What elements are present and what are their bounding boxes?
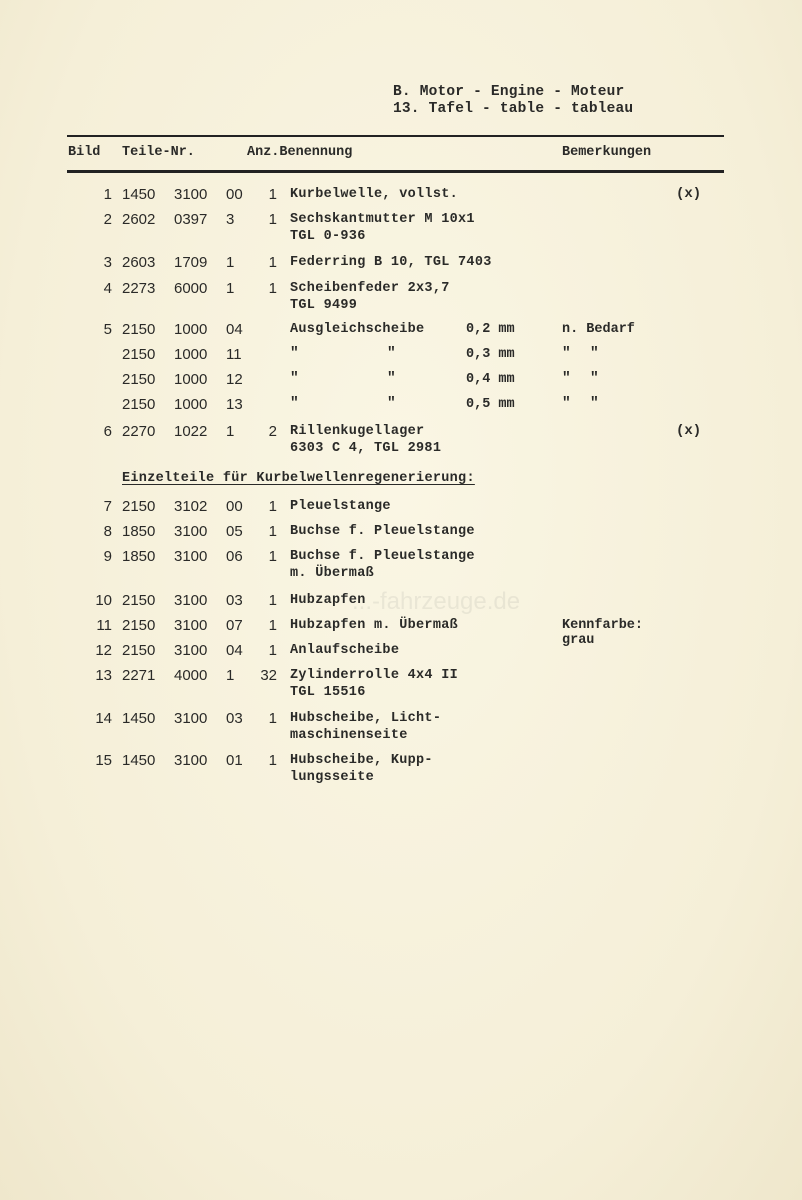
row-part-no-2: 1000 — [174, 396, 208, 413]
row-part-no-1: 2270 — [122, 423, 156, 440]
row-anz: 1 — [268, 617, 277, 634]
document-header — [393, 84, 633, 118]
ditto-mark: " — [590, 346, 599, 362]
row-part-no-2: 3100 — [174, 592, 208, 609]
ditto-mark: " — [290, 396, 299, 412]
row-part-no-2: 1022 — [174, 423, 208, 440]
row-part-no-3: 12 — [226, 371, 243, 388]
row-part-no-1: 1850 — [122, 523, 156, 540]
row-mark: (x) — [676, 423, 702, 439]
row-bild: 12 — [95, 642, 112, 659]
row-anz: 1 — [268, 548, 277, 565]
row-benennung: TGL 15516 — [290, 685, 366, 700]
row-bild: 15 — [95, 752, 112, 769]
row-part-no-2: 1000 — [174, 371, 208, 388]
row-quantity: 0,4 mm — [466, 372, 515, 387]
ditto-mark: " — [562, 346, 571, 362]
row-anz: 1 — [268, 280, 277, 297]
row-bild: 9 — [103, 548, 112, 565]
row-part-no-2: 0397 — [174, 211, 208, 228]
ditto-mark: " — [290, 346, 299, 362]
row-benennung: lungsseite — [290, 770, 375, 785]
row-part-no-2: 3100 — [174, 186, 208, 203]
row-part-no-1: 2150 — [122, 498, 156, 515]
row-part-no-1: 2602 — [122, 211, 156, 228]
header-line-2: 13. Tafel - table - tableau — [393, 101, 634, 117]
row-benennung: Buchse f. Pleuelstange — [290, 524, 475, 539]
row-part-no-1: 2150 — [122, 371, 156, 388]
row-benennung: Scheibenfeder 2x3,7 — [290, 281, 450, 296]
row-benennung: Hubscheibe, Licht- — [290, 711, 442, 726]
section-title: Einzelteile für Kurbelwellenregenerierung: — [122, 471, 475, 486]
row-anz: 1 — [268, 498, 277, 515]
row-benennung: TGL 0-936 — [290, 229, 366, 244]
row-quantity: 0,5 mm — [466, 397, 515, 412]
ditto-mark: " — [562, 371, 571, 387]
row-benennung: Hubzapfen — [290, 593, 366, 608]
column-header-bild: Bild — [68, 145, 101, 160]
row-benennung: Sechskantmutter M 10x1 — [290, 212, 475, 227]
row-part-no-1: 2150 — [122, 396, 156, 413]
row-quantity: 0,3 mm — [466, 347, 515, 362]
ditto-mark: " — [387, 371, 396, 387]
row-part-no-1: 1450 — [122, 752, 156, 769]
row-anz: 1 — [268, 254, 277, 271]
row-part-no-2: 1000 — [174, 321, 208, 338]
row-anz: 1 — [268, 523, 277, 540]
row-part-no-3: 04 — [226, 642, 243, 659]
row-part-no-1: 1450 — [122, 710, 156, 727]
row-bild: 6 — [103, 423, 112, 440]
row-benennung: 6303 C 4, TGL 2981 — [290, 441, 442, 456]
row-part-no-1: 2150 — [122, 642, 156, 659]
row-bild: 7 — [103, 498, 112, 515]
row-part-no-1: 2150 — [122, 346, 156, 363]
row-part-no-3: 3 — [226, 211, 235, 228]
row-quantity: 0,2 mm — [466, 322, 515, 337]
ditto-mark: " — [290, 371, 299, 387]
row-part-no-1: 2150 — [122, 617, 156, 634]
row-part-no-3: 06 — [226, 548, 243, 565]
row-anz: 1 — [268, 710, 277, 727]
row-anz: 1 — [268, 186, 277, 203]
row-bild: 5 — [103, 321, 112, 338]
row-part-no-3: 1 — [226, 280, 235, 297]
row-part-no-3: 03 — [226, 710, 243, 727]
row-bemerkung: n. Bedarf — [562, 322, 635, 337]
row-bild: 13 — [95, 667, 112, 684]
column-header-bemerkungen: Bemerkungen — [562, 145, 652, 160]
row-benennung: Zylinderrolle 4x4 II — [290, 668, 459, 683]
row-part-no-1: 2150 — [122, 592, 156, 609]
row-benennung: Rillenkugellager — [290, 424, 425, 439]
row-part-no-2: 3100 — [174, 752, 208, 769]
row-part-no-3: 00 — [226, 186, 243, 203]
row-part-no-2: 6000 — [174, 280, 208, 297]
row-anz: 1 — [268, 211, 277, 228]
row-part-no-1: 2271 — [122, 667, 156, 684]
row-part-no-2: 3100 — [174, 710, 208, 727]
row-bild: 11 — [96, 617, 112, 634]
row-bild: 4 — [103, 280, 112, 297]
row-bild: 14 — [95, 710, 112, 727]
row-bild: 8 — [103, 523, 112, 540]
row-benennung: Kurbelwelle, vollst. — [290, 187, 459, 202]
row-bild: 3 — [103, 254, 112, 271]
row-part-no-3: 01 — [226, 752, 243, 769]
row-part-no-3: 00 — [226, 498, 243, 515]
row-part-no-2: 4000 — [174, 667, 208, 684]
row-part-no-1: 2273 — [122, 280, 156, 297]
row-anz: 2 — [268, 423, 277, 440]
row-part-no-3: 11 — [226, 346, 242, 363]
top-rule — [67, 135, 724, 137]
row-bild: 2 — [103, 211, 112, 228]
row-part-no-1: 1450 — [122, 186, 156, 203]
row-bild: 1 — [103, 186, 112, 203]
row-part-no-1: 1850 — [122, 548, 156, 565]
row-benennung: maschinenseite — [290, 728, 408, 743]
row-part-no-2: 1000 — [174, 346, 208, 363]
row-part-no-2: 1709 — [174, 254, 208, 271]
row-part-no-3: 13 — [226, 396, 243, 413]
row-part-no-2: 3100 — [174, 642, 208, 659]
row-anz: 32 — [260, 667, 277, 684]
row-part-no-1: 2150 — [122, 321, 156, 338]
row-part-no-3: 1 — [226, 423, 235, 440]
column-header-teile-nr: Teile-Nr. — [122, 145, 195, 160]
row-part-no-3: 07 — [226, 617, 243, 634]
row-bild: 10 — [95, 592, 112, 609]
row-anz: 1 — [268, 642, 277, 659]
ditto-mark: " — [562, 396, 571, 412]
row-part-no-3: 1 — [226, 667, 235, 684]
header-rule — [67, 170, 724, 173]
row-anz: 1 — [268, 752, 277, 769]
row-benennung: Federring B 10, TGL 7403 — [290, 255, 492, 270]
ditto-mark: " — [590, 396, 599, 412]
row-benennung: TGL 9499 — [290, 298, 358, 313]
row-mark: (x) — [676, 186, 702, 202]
row-bemerkung: Kennfarbe: — [562, 618, 644, 633]
row-benennung: Hubscheibe, Kupp- — [290, 753, 433, 768]
row-part-no-1: 2603 — [122, 254, 156, 271]
row-anz: 1 — [268, 592, 277, 609]
row-bemerkung: grau — [562, 633, 595, 648]
row-benennung: Pleuelstange — [290, 499, 391, 514]
header-line-1: B. Motor - Engine - Moteur — [393, 84, 625, 100]
row-benennung: m. Übermaß — [290, 566, 375, 581]
row-part-no-3: 05 — [226, 523, 243, 540]
row-part-no-2: 3102 — [174, 498, 208, 515]
row-benennung: Buchse f. Pleuelstange — [290, 549, 475, 564]
ditto-mark: " — [387, 396, 396, 412]
row-benennung: Anlaufscheibe — [290, 643, 400, 658]
row-part-no-3: 03 — [226, 592, 243, 609]
watermark: ...-fahrzeuge.de — [352, 588, 521, 615]
row-part-no-3: 1 — [226, 254, 235, 271]
row-part-no-2: 3100 — [174, 617, 208, 634]
ditto-mark: " — [590, 371, 599, 387]
ditto-mark: " — [387, 346, 396, 362]
row-benennung: Hubzapfen m. Übermaß — [290, 618, 459, 633]
row-part-no-3: 04 — [226, 321, 243, 338]
column-header-anz-benennung: Anz.Benennung — [247, 145, 353, 160]
row-part-no-2: 3100 — [174, 523, 208, 540]
row-part-no-2: 3100 — [174, 548, 208, 565]
row-benennung: Ausgleichscheibe — [290, 322, 425, 337]
